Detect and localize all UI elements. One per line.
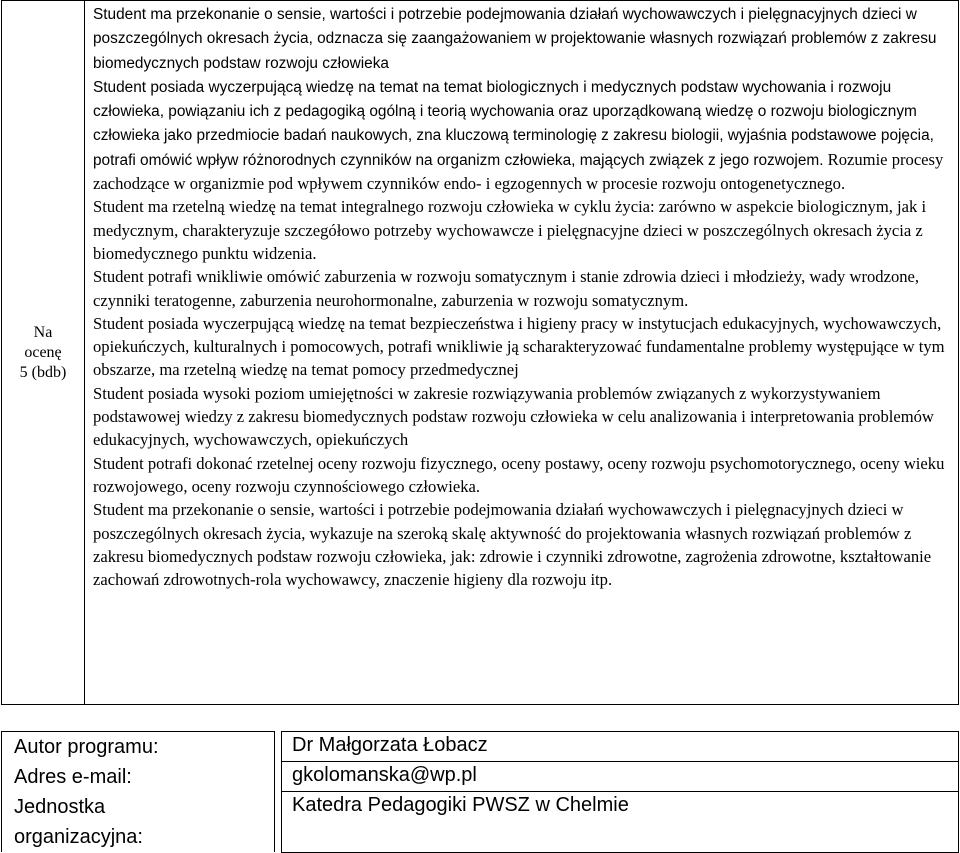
criteria-paragraph-5: Student posiada wyczerpującą wiedzę na temat bezpieczeństwa i higieny pracy w instytucjach edukacyjnych, wychowawczych, opiekuńczych, kulturalnych i pomocowych, potrafi wnikliwie ją scharakteryzować fundamentalne problemy występujące w tym obszarze, ma rzetelną wiedzę na temat pomocy przedmedycznej — [93, 313, 945, 380]
grade-label-line3: 5 (bdb) — [19, 363, 67, 381]
email-value: gkolomanska@wp.pl — [282, 761, 959, 791]
criteria-paragraph-3: Student ma rzetelną wiedzę na temat integralnego rozwoju człowieka w cyklu życia: zarówno w aspekcie biologicznym, jak i medycznym, charakteryzuje szczegółowo potrzeby wychowawcze i pielęgnacyjne dzieci w poszczególnych okresach życia z biomedycznego punktu widzenia. — [93, 197, 927, 263]
grade-cell — [2, 1, 85, 705]
criteria-paragraph-7: Student potrafi dokonać rzetelnej oceny rozwoju fizycznego, oceny postawy, oceny rozwoju psychomotorycznego, oceny wieku rozwojowego, oceny rozwoju czynnościowego człowieka. — [93, 453, 945, 496]
grade-label-line1: Na — [33, 323, 53, 341]
criteria-paragraph-4: Student potrafi wnikliwie omówić zaburzenia w rozwoju somatycznym i stanie zdrowia dzieci i młodzieży, wady wrodzone, czynniki teratogenne, zaburzenia neurohormonalne, zaburzenia w rozwoju somatycznym. — [93, 267, 920, 310]
meta-gap — [275, 732, 282, 853]
criteria-paragraph-2: Student posiada wyczerpującą wiedzę na temat na temat biologicznych i medycznych podstaw wychowania i rozwoju człowieka, powiązaniu ich z pedagogiką ogólną i teorią wychowania oraz uporządkowaną wiedzę o rozwoju biologicznym człowieka jako przedmiocie badań naukowych, zna kluczową terminologię z zakresu biologii, wyjaśnia podstawowe pojęcia, potrafi omówić wpływ różnorodnych czynników na organizm człowieka, mających związek z jego rozwojem. Rozumie procesy zachodzące w organizmie pod wpływem czynników endo- i egzogennych w procesie rozwoju ontogenetycznego. — [93, 78, 944, 194]
email-label: Adres e-mail: — [14, 766, 132, 788]
grade-row — [2, 1, 959, 705]
unit-value: Katedra Pedagogiki PWSZ w Chelmie — [282, 791, 959, 852]
grade-criteria-table — [1, 0, 959, 705]
criteria-paragraph-6: Student posiada wysoki poziom umiejętności w zakresie rozwiązywania problemów związanych z wykorzystywaniem podstawowej wiedzy z zakresu biomedycznych podstaw rozwoju człowieka w celu analizowania i interpretowania problemów edukacyjnych, wychowawczych, opiekuńczych — [93, 383, 934, 450]
criteria-cell — [85, 1, 959, 705]
program-meta-table — [1, 731, 959, 853]
grade-label-line2: ocenę — [24, 343, 62, 361]
author-label: Autor programu: — [14, 736, 159, 758]
criteria-paragraph-1: Student ma przekonanie o sensie, wartości i potrzebie podejmowania działań wychowawczych i pielęgnacyjnych dzieci w poszczególnych okresach życia, odznacza się zaangażowaniem w projektowanie własnych rozwiązań problemów z zakresu biomedycznych podstaw rozwoju człowieka — [93, 6, 937, 72]
meta-labels-cell — [2, 732, 275, 853]
unit-label-line2: organizacyjna: — [14, 826, 143, 848]
unit-label-line1: Jednostka — [14, 796, 106, 818]
author-value: Dr Małgorzata Łobacz — [282, 732, 959, 762]
criteria-paragraph-8: Student ma przekonanie o sensie, wartości i potrzebie podejmowania działań wychowawczych i pielęgnacyjnych dzieci w poszczególnych okresach życia, wykazuje na szeroką skalę aktywność do projektowania własnych rozwiązań problemów z zakresu biomedycznych podstaw rozwoju człowieka, jak: zdrowie i czynniki zdrowotne, zagrożenia zdrowotne, kształtowanie zachowań zdrowotnych-rola wychowawcy, znaczenie higieny dla rozwoju itp. — [93, 500, 932, 590]
